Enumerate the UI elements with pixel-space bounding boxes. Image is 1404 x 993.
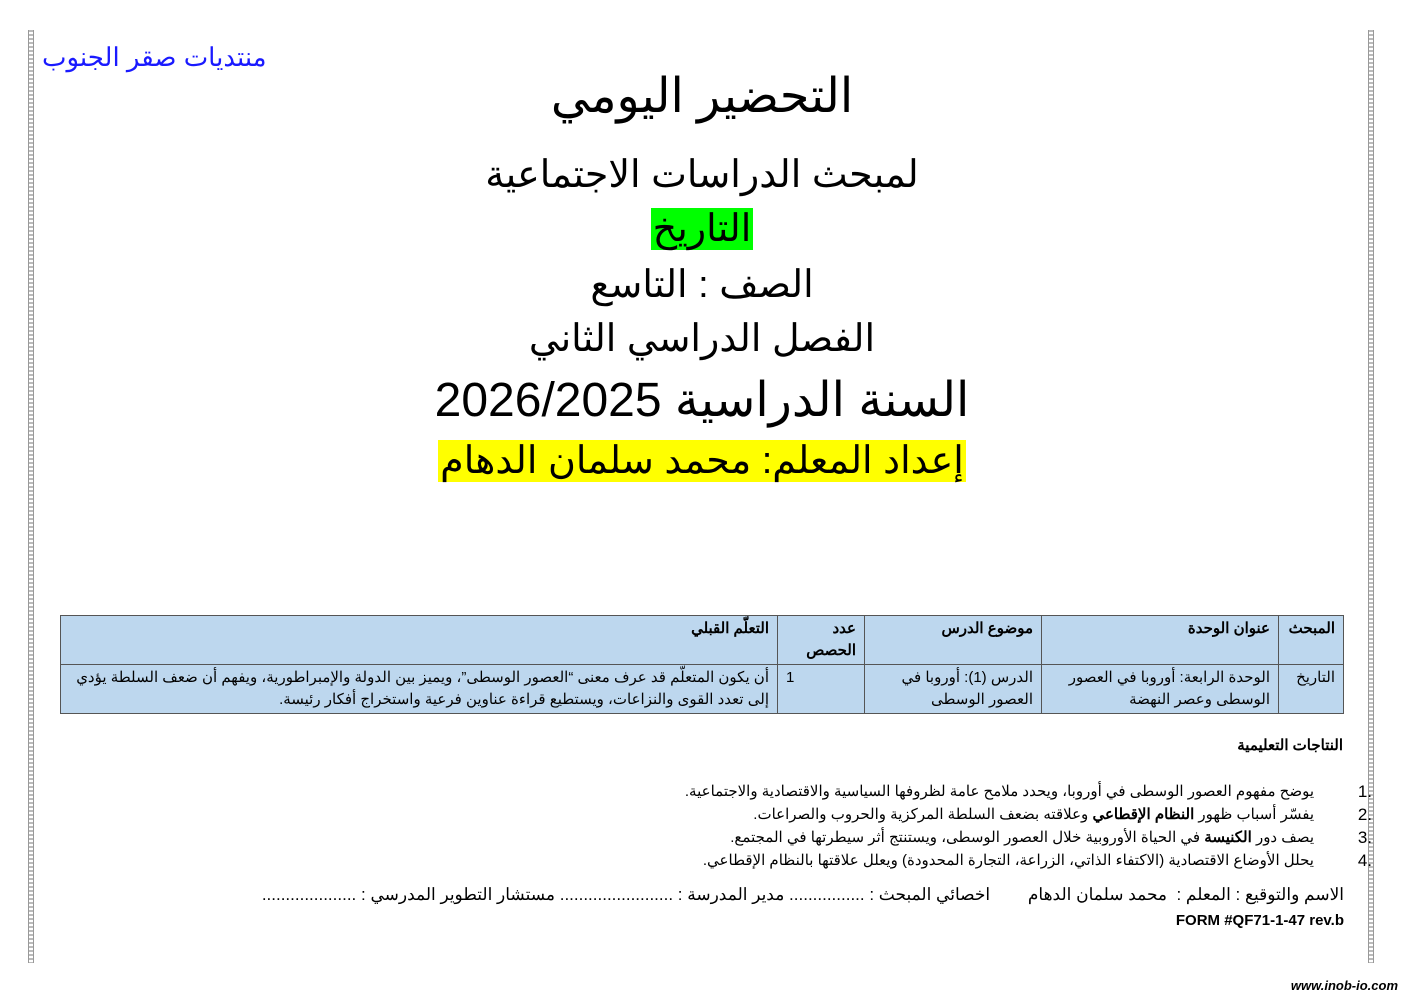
item-number: 1. xyxy=(1357,782,1372,801)
cell-unit: الوحدة الرابعة: أوروبا في العصور الوسطى وعصر النهضة xyxy=(1042,665,1279,714)
header-lesson: موضوع الدرس xyxy=(865,616,1042,665)
subject-highlight xyxy=(0,206,1404,251)
cell-lesson: الدرس (1): أوروبا في العصور الوسطى xyxy=(865,665,1042,714)
outcomes-list xyxy=(684,780,1372,872)
cell-prior-learning: أن يكون المتعلّم قد عرف معنى “العصور الوسطى”، ويميز بين الدولة والإمبراطورية، ويفهم أن ضعف السلطة يؤدي إلى تعدد القوى والنزاعات، ويستطيع قراءة عناوين فرعية واستخراج أفكار رئيسة. xyxy=(61,665,778,714)
item-text: في الحياة الأوروبية خلال العصور الوسطى، ويستنتج أثر سيطرتها في المجتمع. xyxy=(730,829,1205,846)
item-number: 2. xyxy=(1357,805,1372,824)
cell-periods: 1 xyxy=(778,665,865,714)
item-text: يحلل الأوضاع الاقتصادية (الاكتفاء الذاتي، الزراعة، التجارة المحدودة) ويعلل علاقتها بالنظام الإقطاعي. xyxy=(702,852,1314,869)
form-code: FORM #QF71-1-47 rev.b xyxy=(1175,912,1344,929)
prepared-by-block xyxy=(0,438,1404,483)
subject: التاريخ xyxy=(652,208,752,250)
academic-year: السنة الدراسية 2026/2025 xyxy=(434,374,970,427)
site-name: منتديات صقر الجنوب xyxy=(42,42,267,72)
list-item xyxy=(685,826,1372,849)
item-text: يصف دور xyxy=(1251,829,1314,846)
table-row xyxy=(61,665,1344,714)
list-item xyxy=(685,849,1372,872)
header-unit: عنوان الوحدة xyxy=(1042,616,1279,665)
item-number: 3. xyxy=(1357,828,1372,847)
list-item xyxy=(684,780,1372,803)
table-header-row xyxy=(61,616,1344,665)
cell-subject: التاريخ xyxy=(1279,665,1344,714)
item-bold-term: النظام الإقطاعي xyxy=(1092,806,1195,823)
header-periods: عدد الحصص xyxy=(778,616,865,665)
semester: الفصل الدراسي الثاني xyxy=(528,318,876,360)
grade: الصف : التاسع xyxy=(590,264,814,306)
item-text: وعلاقته بضعف السلطة المركزية والحروب والصراعات. xyxy=(753,806,1093,823)
item-bold-term: الكنيسة xyxy=(1204,829,1252,846)
signatures-line: الاسم والتوقيع : المعلم : محمد سلمان الدهام اخصائي المبحث : ................ مدير المدرسة : ........................ مستشار التطوير المدرسي : .................... xyxy=(261,885,1344,904)
subject-line: لمبحث الدراسات الاجتماعية xyxy=(485,154,919,196)
page-title: التحضير اليومي xyxy=(550,70,854,123)
prepared-by: إعداد المعلم: محمد سلمان الدهام xyxy=(440,440,964,482)
header-prior-learning: التعلّم القبلي xyxy=(61,616,778,665)
website-link[interactable]: www.inob-io.com xyxy=(1290,978,1398,993)
lesson-table xyxy=(60,615,1344,714)
header-subject: المبحث xyxy=(1279,616,1344,665)
outcomes-heading: النتاجات التعليمية xyxy=(1237,737,1343,754)
list-item xyxy=(685,803,1372,826)
item-text: يفسّر أسباب ظهور xyxy=(1194,806,1314,823)
item-number: 4. xyxy=(1357,851,1372,870)
item-text: يوضح مفهوم العصور الوسطى في أوروبا، ويحدد ملامح عامة لظروفها السياسية والاقتصادية والاجتماعية. xyxy=(684,783,1314,800)
